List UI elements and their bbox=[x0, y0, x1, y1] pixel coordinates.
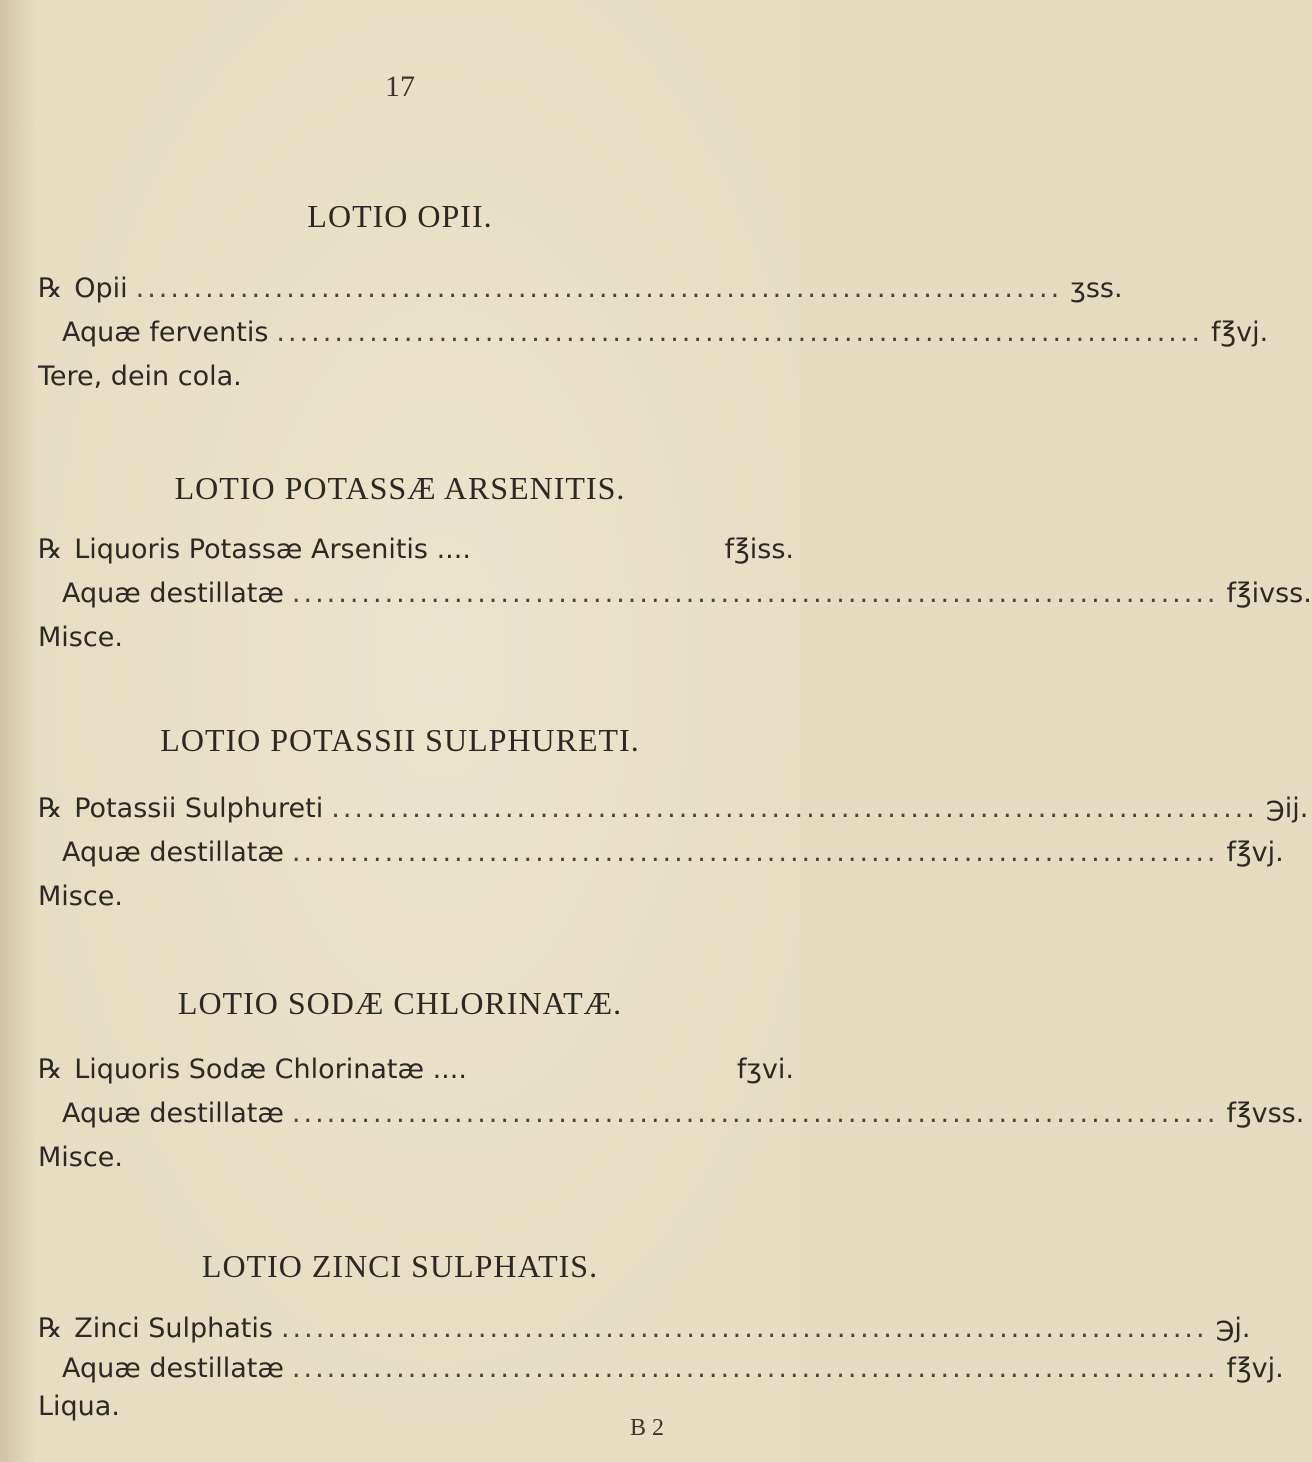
ingredient-line bbox=[62, 1347, 1284, 1391]
direction-text: Tere, dein cola. bbox=[38, 361, 242, 392]
direction-text: Liqua. bbox=[38, 1391, 120, 1422]
rx-symbol: ℞ bbox=[38, 793, 63, 824]
dot-leader: ................................................................................ bbox=[135, 273, 1063, 304]
ingredient-quantity: ℈j. bbox=[1215, 1313, 1251, 1344]
section-heading-lotio-opii: LOTIO OPII. bbox=[307, 198, 493, 234]
printer-signature-mark: B 2 bbox=[630, 1415, 665, 1441]
ingredient-line bbox=[62, 311, 1269, 355]
dot-leader: ................................................................................ bbox=[280, 1313, 1208, 1344]
dot-leader: ................................................................................ bbox=[276, 317, 1204, 348]
dot-leader: ................................................................................ bbox=[291, 1098, 1219, 1129]
ingredient-quantity: fʒvi. bbox=[736, 1054, 794, 1085]
ingredient-name: Zinci Sulphatis bbox=[74, 1313, 273, 1344]
ingredient-line bbox=[38, 528, 794, 572]
ingredient-name: Aquæ destillatæ bbox=[62, 837, 284, 868]
dot-leader: ................................................................................ bbox=[291, 1353, 1219, 1384]
section-heading-lotio-potassii-sulphureti: LOTIO POTASSII SULPHURETI. bbox=[160, 722, 640, 758]
rx-symbol: ℞ bbox=[38, 1054, 63, 1085]
section-heading-lotio-zinci-sulphatis: LOTIO ZINCI SULPHATIS. bbox=[201, 1248, 599, 1284]
ingredient-name: Aquæ destillatæ bbox=[62, 1353, 284, 1384]
ingredient-quantity: ℈ij. bbox=[1265, 793, 1309, 824]
ingredient-line bbox=[62, 572, 1312, 616]
ingredient-quantity: f℥vj. bbox=[1226, 837, 1284, 868]
rx-symbol: ℞ bbox=[38, 273, 63, 304]
ingredient-quantity: f℥iss. bbox=[724, 534, 794, 565]
ingredient-quantity: f℥vss. bbox=[1226, 1098, 1305, 1129]
dot-leader: ................................................................................ bbox=[291, 837, 1219, 868]
ingredient-line bbox=[62, 1092, 1305, 1136]
ingredient-name: Liquoris Potassæ Arsenitis .... bbox=[74, 534, 471, 565]
page-number: 17 bbox=[385, 70, 415, 103]
dot-leader: ................................................................................ bbox=[331, 793, 1258, 824]
ingredient-name: Aquæ destillatæ bbox=[62, 578, 284, 609]
ingredient-name: Aquæ ferventis bbox=[62, 317, 269, 348]
ingredient-quantity: f℥ivss. bbox=[1226, 578, 1312, 609]
ingredient-line bbox=[38, 787, 1309, 831]
direction-text: Misce. bbox=[38, 1142, 123, 1173]
ingredient-line bbox=[62, 831, 1284, 875]
ingredient-line bbox=[38, 1048, 794, 1092]
ingredient-quantity: f℥vj. bbox=[1226, 1353, 1284, 1384]
direction-text: Misce. bbox=[38, 622, 123, 653]
ingredient-name: Potassii Sulphureti bbox=[74, 793, 324, 824]
rx-symbol: ℞ bbox=[38, 534, 63, 565]
direction-text: Misce. bbox=[38, 881, 123, 912]
ingredient-line bbox=[38, 1307, 1251, 1351]
section-heading-lotio-sodae-chlorinatae: LOTIO SODÆ CHLORINATÆ. bbox=[177, 985, 623, 1021]
ingredient-line bbox=[38, 267, 1123, 311]
dot-leader: ................................................................................ bbox=[291, 578, 1219, 609]
ingredient-name: Opii bbox=[74, 273, 128, 304]
ingredient-quantity: f℥vj. bbox=[1211, 317, 1269, 348]
section-heading-lotio-potassae-arsenitis: LOTIO POTASSÆ ARSENITIS. bbox=[174, 470, 626, 506]
rx-symbol: ℞ bbox=[38, 1313, 63, 1344]
ingredient-name: Liquoris Sodæ Chlorinatæ .... bbox=[74, 1054, 467, 1085]
ingredient-quantity: ʒss. bbox=[1070, 273, 1123, 304]
ingredient-name: Aquæ destillatæ bbox=[62, 1098, 284, 1129]
